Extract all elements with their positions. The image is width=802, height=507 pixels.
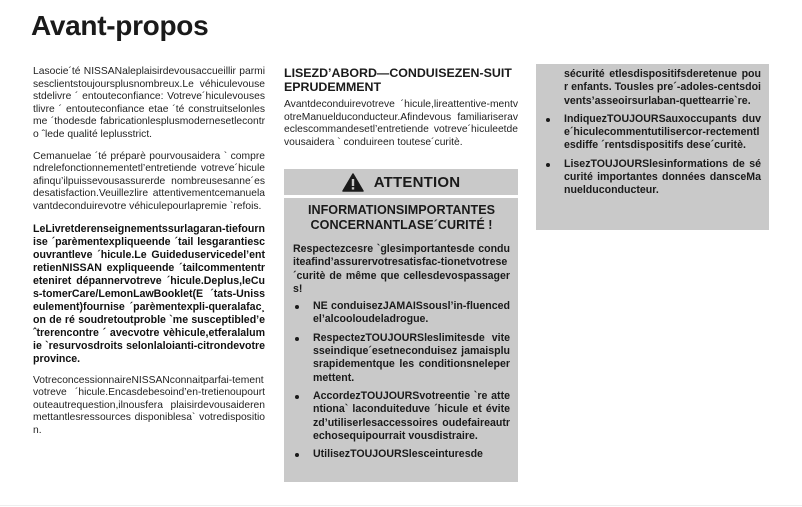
left-column [33, 66, 265, 447]
page-bottom-divider [0, 505, 802, 506]
bullet-text: IndiquezTOUJOURSauxoccupants duve´hiculecommentutilisercor-rectementlesdiffe ´rentsdispositifs dese´curitè. [564, 112, 761, 152]
intro-paragraph: Lasocie´té NISSANaleplaisirdevousaccueillir parmisesclientstoujoursplusnombreux.Le véhiculevousestdelivre ´ entouteconfiance: Votreve´hiculevousestlivre ´ entouteconfiance etae ´té construitselonlesme ´thodesde fabricationlesplusmodernesetlecontro ˆlede qualité leplusstrict. [33, 66, 265, 140]
bullet-text: LisezTOUJOURSlesinformations de sécurité importantes données dansceManuelduconducteur. [564, 157, 761, 197]
bullet-icon [295, 395, 299, 399]
warning-bullet-item [293, 332, 510, 385]
seatbelt-continuation: sécurité etlesdispositifsderetenue pour enfants. Tousles pre´-adoles-centsdoivents’asseoirsurlaban-quettearrie`re. [564, 68, 762, 107]
warning-bullet-list-continued [544, 113, 761, 198]
middle-column [284, 66, 518, 461]
section-heading: LISEZD’ABORD—CONDUISEZEN-SUITEPRUDEMMENT [284, 66, 512, 94]
bullet-icon [295, 305, 299, 309]
warning-bullet-item [544, 158, 761, 198]
manual-purpose-paragraph: Cemanuelae ´té préparè pourvousaidera ` comprendrelefonctionnementetl’entretiende votreve´hiculeafinqu’ilpuissevousassurerde nombreusesanne´esdesatisfaction.Veuillezlire attentivementcemanuelavantdeconduirevotre véhiculepourlapremie `refois. [33, 150, 265, 212]
warning-bullet-item [544, 113, 761, 153]
warning-bullet-item [293, 390, 510, 443]
warranty-booklet-paragraph: LeLivretderenseignementssurlagaran-tiefournise ´parèmentexpliqueende ´tail lesgarantiescouvrantleve ´hicule.Le Guideduservicedel’entretienNISSAN expliqueende ´tailcommententreteniret dépannervotreve ´hicule.Deplus,leCus-tomerCare/LemonLawBooklet(E ´tats-Unisseulement)fournise ´parèmentexpli-queralafac¸on de ré soudretoutproble `me susceptibled’e ˆtrerencontre ´ avecvotre vèhicule,etferalalumie `resurvosdroits selonlaloianti-citrondevotreprovince. [33, 222, 265, 365]
bullet-text: AccordezTOUJOURSvotreentie `re attentiona` laconduiteduve ´hicule et évitezd’utiliserlesaccessoires oudefaireautrechosequipourrait vousdistraire. [313, 389, 510, 442]
read-first-paragraph: Avantdeconduirevotreve ´hicule,lireattentive-mentvotreManuelduconducteur.Afindevous familiariseraveclescommandesetl’entretiende votreve´hiculeetdevousaidera ` conduireen toutese´curitè. [284, 99, 518, 148]
warning-bullet-list [293, 300, 510, 461]
warning-title-line-1: INFORMATIONSIMPORTANTES [307, 203, 496, 217]
bullet-icon [546, 163, 550, 167]
page-title: Avant-propos [31, 10, 209, 41]
bullet-icon [295, 453, 299, 457]
bullet-text: NE conduisezJAMAISsousl’in-fluencedel’alcooloudeladrogue. [313, 300, 510, 326]
attention-banner [284, 169, 518, 195]
bullet-icon [295, 337, 299, 341]
bullet-text: UtilisezTOUJOURSlesceinturesde [313, 448, 483, 461]
warning-title-line-2: CONCERNANTLASE´CURITÉ ! [310, 218, 493, 232]
attention-box [284, 198, 518, 482]
attention-box-continued [536, 64, 769, 230]
right-column [536, 64, 769, 230]
bullet-icon [546, 118, 550, 122]
warning-title [293, 203, 510, 233]
warning-bullet-item [293, 448, 510, 461]
warning-bullet-item [293, 300, 510, 327]
warning-triangle-icon [342, 173, 364, 192]
attention-label: ATTENTION [373, 173, 461, 191]
warning-intro: Respectezcesre `glesimportantesde conduiteafind’assurervotresatisfac-tionetvotrese ´curitè de même que cellesdevospassagers! [293, 243, 510, 295]
dealer-paragraph: VotreconcessionnaireNISSANconnaitparfai-tementvotreve ´hicule.Encasdebesoind’en-tretienoupourtouteautrequestion,ilnousfera plaisirdevousaiderenmettantlesressources disponiblesa` votredisposition. [33, 374, 265, 436]
bullet-text: RespectezTOUJOURSleslimitesde vitesseindique´esetneconduisez jamaisplusrapidementque les conditionsnelepermettent. [313, 331, 510, 384]
